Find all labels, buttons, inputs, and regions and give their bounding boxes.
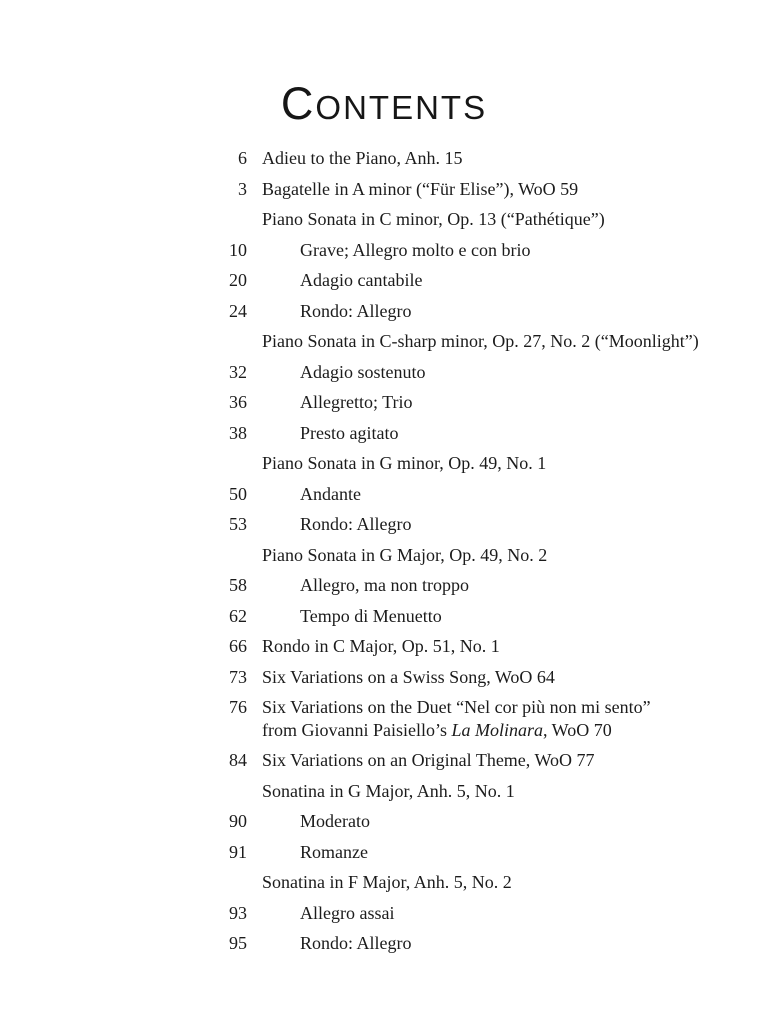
toc-entry-title <box>262 666 555 689</box>
toc-page-number: 91 <box>229 841 247 862</box>
toc-entry-title <box>262 300 412 323</box>
toc-entry-line: Grave; Allegro molto e con brio <box>300 239 531 260</box>
toc-entry-title <box>262 749 595 772</box>
toc-entry-line: Rondo: Allegro <box>300 514 412 534</box>
toc-entry-title <box>262 330 699 353</box>
toc-entry-title <box>262 147 463 170</box>
toc-entry-line: Six Variations on an Original Theme, WoO 77 <box>262 750 595 770</box>
toc-page-number: 53 <box>229 514 247 534</box>
toc-entry <box>202 605 742 628</box>
toc-entry-line: Six Variations on the Duet “Nel cor più non mi sento” <box>262 697 651 717</box>
toc-entry-line: Andante <box>300 483 361 504</box>
toc-entry-line: Bagatelle in A minor (“Für Elise”), WoO 59 <box>262 178 579 199</box>
toc-entry-line: Rondo: Allegro <box>300 300 412 321</box>
toc-entry-title <box>262 902 394 925</box>
toc-entry-title <box>262 871 512 894</box>
toc-entry-line: Tempo di Menuetto <box>300 605 442 626</box>
toc-entry-line: from Giovanni Paisiello’s La Molinara, WoO 70 <box>262 719 612 740</box>
toc-entry-line: Piano Sonata in G Major, Op. 49, No. 2 <box>262 544 548 565</box>
toc-entry <box>202 269 742 292</box>
toc-entry <box>202 422 742 445</box>
toc-page-number: 20 <box>229 270 247 290</box>
toc-page-number: 62 <box>229 605 247 626</box>
page-title-rest: ONTENTS <box>315 89 488 126</box>
toc-entry-line: Adagio sostenuto <box>300 361 426 382</box>
toc-entry-title <box>262 544 547 567</box>
toc-entry-title <box>262 391 413 414</box>
toc-entry <box>202 330 742 353</box>
toc-entry-title <box>262 208 605 231</box>
toc-entry <box>202 574 742 597</box>
toc-entry-line: Piano Sonata in G minor, Op. 49, No. 1 <box>262 453 547 473</box>
toc-entry <box>202 361 742 384</box>
toc-entry-title <box>262 239 530 262</box>
toc-page-number: 95 <box>229 933 247 953</box>
toc-entry-title <box>262 574 469 597</box>
toc-entry-line: Piano Sonata in C-sharp minor, Op. 27, No. 2 (“Moonlight”) <box>262 331 699 351</box>
toc-entry <box>202 483 742 506</box>
toc-entry <box>202 902 742 925</box>
toc-entry-title <box>262 841 368 864</box>
toc-entry-title <box>262 605 442 628</box>
toc-entry-line: Moderato <box>300 811 370 831</box>
page-title-initial: C <box>280 78 316 129</box>
toc-entry <box>202 178 742 201</box>
toc-entry <box>202 239 742 262</box>
toc-entry-line: Adagio cantabile <box>300 270 423 290</box>
toc-entry-title <box>262 810 370 833</box>
toc-page-number: 66 <box>229 636 247 656</box>
toc-page-number: 3 <box>238 178 247 199</box>
toc-entry-line: Presto agitato <box>300 422 399 443</box>
toc-entry <box>202 841 742 864</box>
toc-entry-title <box>262 932 412 955</box>
toc-entry <box>202 810 742 833</box>
toc-page-number: 84 <box>229 750 247 770</box>
toc-entry-title <box>262 422 398 445</box>
toc-entry-line: Rondo in C Major, Op. 51, No. 1 <box>262 636 500 656</box>
toc-entry <box>202 300 742 323</box>
toc-entry-line: Six Variations on a Swiss Song, WoO 64 <box>262 666 555 687</box>
toc-entry-title <box>262 635 500 658</box>
page-title <box>0 80 768 139</box>
toc-entry <box>202 452 742 475</box>
toc-entry-title <box>262 178 578 201</box>
toc-page-number: 76 <box>229 697 247 717</box>
toc-entry-title <box>262 361 426 384</box>
toc-entry-line: Adieu to the Piano, Anh. 15 <box>262 148 463 168</box>
toc-entry-line: Sonatina in G Major, Anh. 5, No. 1 <box>262 780 515 801</box>
toc-entry-title <box>262 696 651 741</box>
toc-entry-line: Piano Sonata in C minor, Op. 13 (“Pathétique”) <box>262 209 605 229</box>
toc-entry-line: Allegro assai <box>300 902 395 923</box>
toc-page-number: 10 <box>229 239 247 260</box>
toc-entry <box>202 208 742 231</box>
toc-page-number: 6 <box>238 148 247 168</box>
toc-entry-title <box>262 269 422 292</box>
toc-page-number: 50 <box>229 483 247 504</box>
toc-page-number: 32 <box>229 361 247 382</box>
toc-page-number: 93 <box>229 902 247 923</box>
toc-entry-title <box>262 780 515 803</box>
toc-page-number: 24 <box>229 300 247 321</box>
toc-entry <box>202 696 742 741</box>
toc-entry-title <box>262 452 546 475</box>
toc-entry-title <box>262 513 412 536</box>
toc-entry <box>202 932 742 955</box>
toc-entry <box>202 666 742 689</box>
toc-entry <box>202 544 742 567</box>
toc-entry <box>202 749 742 772</box>
toc-page-number: 36 <box>229 392 247 412</box>
toc-entry-line: Rondo: Allegro <box>300 933 412 953</box>
toc-entry <box>202 147 742 170</box>
table-of-contents <box>202 147 742 963</box>
toc-entry <box>202 513 742 536</box>
toc-page-number: 58 <box>229 575 247 595</box>
toc-entry <box>202 635 742 658</box>
toc-entry <box>202 391 742 414</box>
toc-entry-line: Romanze <box>300 841 368 862</box>
toc-page-number: 38 <box>229 422 247 443</box>
toc-entry-line: Allegro, ma non troppo <box>300 575 469 595</box>
toc-entry-title <box>262 483 361 506</box>
toc-entry <box>202 871 742 894</box>
toc-entry-line: Sonatina in F Major, Anh. 5, No. 2 <box>262 872 512 892</box>
toc-entry-line: Allegretto; Trio <box>300 392 413 412</box>
toc-page-number: 90 <box>229 811 247 831</box>
toc-page-number: 73 <box>229 666 247 687</box>
toc-entry <box>202 780 742 803</box>
